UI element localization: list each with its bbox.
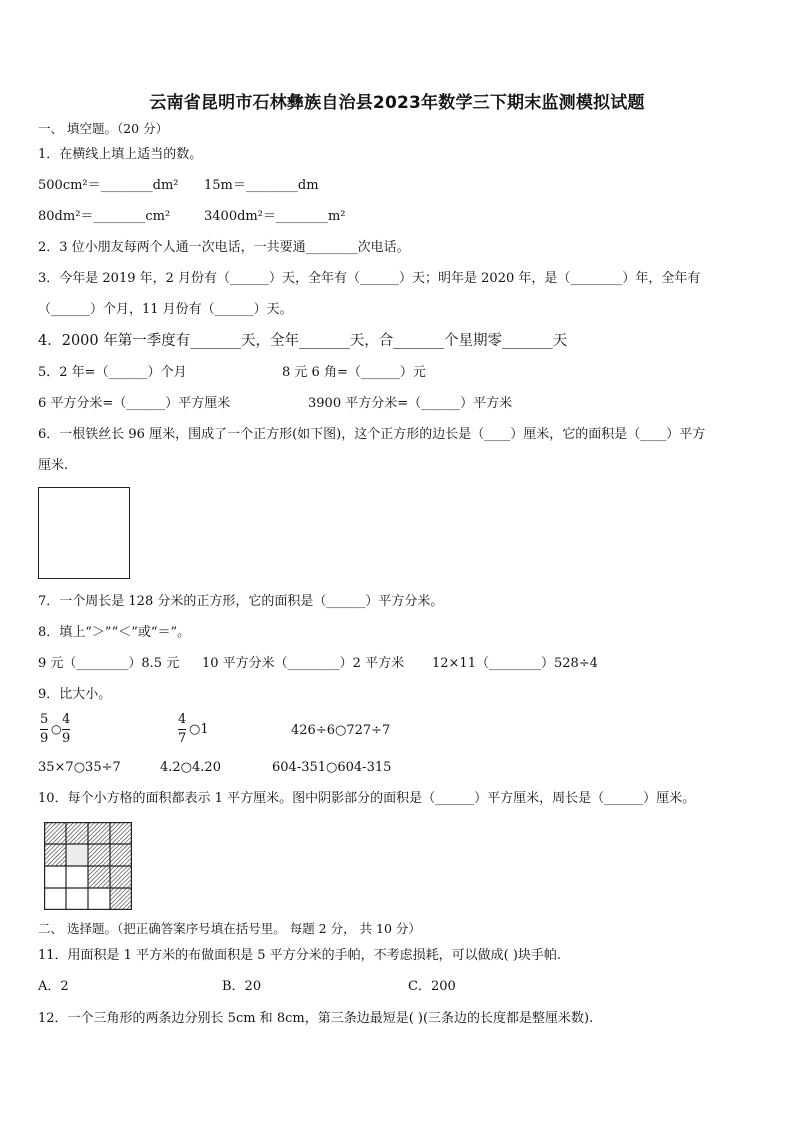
question-11-option-a: A．2 xyxy=(38,979,69,994)
page-title: 云南省昆明市石林彝族自治县2023年数学三下期末监测模拟试题 xyxy=(149,93,645,113)
shaded-grid-figure xyxy=(44,822,132,914)
denominator: 9 xyxy=(62,731,71,746)
fraction-4-9 xyxy=(62,712,70,747)
shaded-cell xyxy=(44,844,66,866)
question-1-item-d: 3400dm²＝________m² xyxy=(204,209,346,224)
numerator: 5 xyxy=(40,712,49,727)
light-cell xyxy=(66,844,88,866)
denominator: 7 xyxy=(178,731,187,746)
question-5-item-a: 5．2 年=（______）个月 xyxy=(38,365,187,380)
question-9-item-c: 426÷6○727÷7 xyxy=(291,723,391,738)
question-11-option-c: C．200 xyxy=(408,979,456,994)
fraction-bar xyxy=(62,729,70,730)
question-8-item-a: 9 元（________）8.5 元 xyxy=(38,656,180,671)
question-6-line-1: 6．一根铁丝长 96 厘米，围成了一个正方形(如下图)，这个正方形的边长是（____）厘米，它的面积是（____）平方 xyxy=(38,427,706,442)
question-8-stem: 8．填上“＞”“＜”或“＝”。 xyxy=(38,625,191,640)
question-1-item-b: 15m＝________dm xyxy=(204,178,319,193)
question-9-stem: 9．比大小。 xyxy=(38,687,112,702)
question-1-item-a: 500cm²＝________dm² xyxy=(38,178,179,193)
question-9-item-f: 604-351○604-315 xyxy=(272,760,392,775)
numerator: 4 xyxy=(178,712,187,727)
question-9-item-e: 4.2○4.20 xyxy=(160,760,221,775)
question-5-item-c: 6 平方分米=（______）平方厘米 xyxy=(38,396,231,411)
question-12: 12．一个三角形的两条边分别长 5cm 和 8cm，第三条边最短是( )(三条边的长度都是整厘米数). xyxy=(38,1011,594,1026)
question-1-stem: 1．在横线上填上适当的数。 xyxy=(38,147,203,162)
question-7: 7．一个周长是 128 分米的正方形，它的面积是（______）平方分米。 xyxy=(38,594,444,609)
question-1-item-c: 80dm²＝________cm² xyxy=(38,209,171,224)
question-3-line-2: （______）个月，11 月份有（______）天。 xyxy=(38,302,293,317)
question-11-option-b: B．20 xyxy=(222,979,262,994)
question-11-stem: 11．用面积是 1 平方米的布做面积是 5 平方分米的手帕，不考虑损耗，可以做成( )块手帕. xyxy=(38,948,562,963)
question-8-item-c: 12×11（________）528÷4 xyxy=(432,656,598,671)
section-1-heading: 一、 填空题。（20 分） xyxy=(38,121,169,136)
fraction-5-9 xyxy=(40,712,48,747)
question-5-item-b: 8 元 6 角=（______）元 xyxy=(282,365,426,380)
question-8-item-b: 10 平方分米（________）2 平方米 xyxy=(202,656,405,671)
compare-circle-1: ○ xyxy=(51,722,62,736)
section-2-heading: 二、 选择题。（把正确答案序号填在括号里。 每题 2 分， 共 10 分） xyxy=(38,921,421,936)
question-6-line-2: 厘米. xyxy=(38,458,69,473)
question-4: 4．2000 年第一季度有_______天，全年_______天，合_______个星期零_______天 xyxy=(38,333,568,349)
fraction-bar xyxy=(40,729,48,730)
question-3-line-1: 3．今年是 2019 年，2 月份有（______）天，全年有（______）天；明年是 2020 年，是（________）年，全年有 xyxy=(38,271,701,286)
question-9-item-d: 35×7○35÷7 xyxy=(38,760,121,775)
shaded-cell xyxy=(110,888,132,910)
question-2: 2．3 位小朋友每两个人通一次电话，一共要通________次电话。 xyxy=(38,240,410,255)
compare-with-one: ○1 xyxy=(189,722,209,737)
numerator: 4 xyxy=(62,712,71,727)
denominator: 9 xyxy=(40,731,49,746)
question-10: 10．每个小方格的面积都表示 1 平方厘米。图中阴影部分的面积是（______）平方厘米，周长是（______）厘米。 xyxy=(38,791,696,806)
square-figure xyxy=(38,487,130,579)
grid-svg xyxy=(44,822,132,910)
question-5-item-d: 3900 平方分米=（______）平方米 xyxy=(308,396,513,411)
fraction-bar xyxy=(178,729,186,730)
fraction-4-7 xyxy=(178,712,186,747)
